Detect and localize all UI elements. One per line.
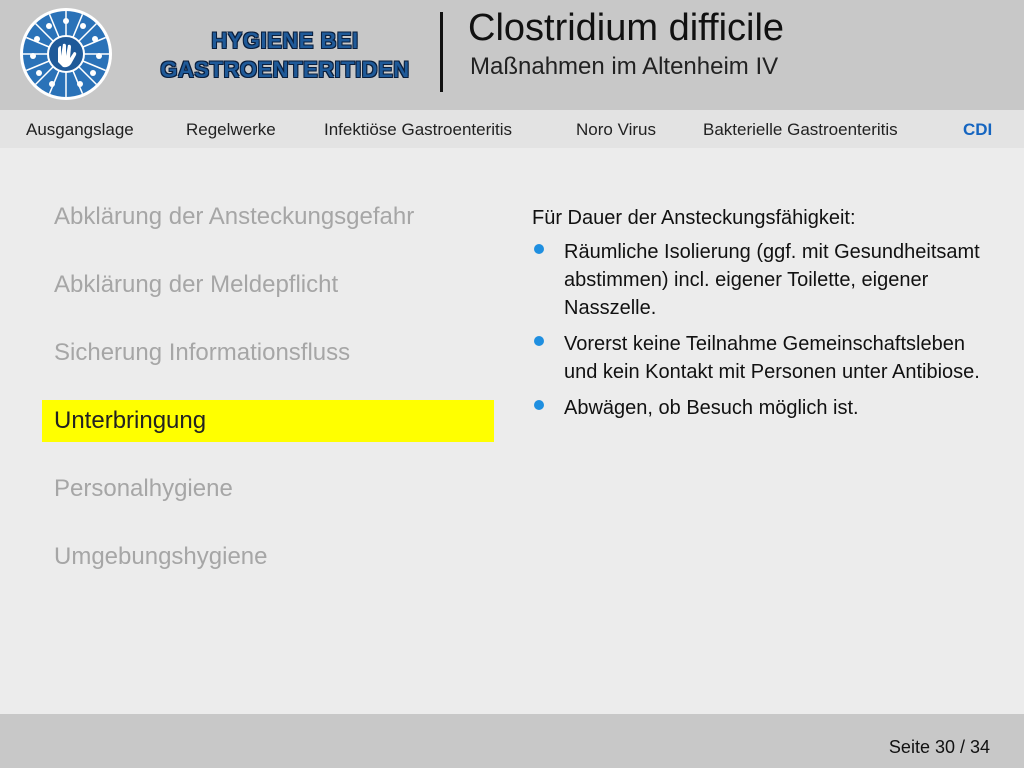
- slide-title: Clostridium difficile: [468, 7, 785, 49]
- bullet-item: [532, 330, 992, 386]
- bullet-item: [532, 238, 992, 322]
- logo-line-2: GASTROENTERITIDEN: [160, 57, 410, 82]
- slide-subtitle: Maßnahmen im Altenheim IV: [470, 53, 779, 80]
- agenda-item-ansteckungsgefahr[interactable]: Abklärung der Ansteckungsgefahr: [54, 203, 415, 230]
- bullet-text: Räumliche Isolierung (ggf. mit Gesundheitsamt abstimmen) incl. eigener Toilette, eigener Nasszelle.: [564, 241, 980, 319]
- agenda-item-meldepflicht[interactable]: Abklärung der Meldepflicht: [54, 271, 339, 298]
- logo-line-1: HYGIENE BEI: [211, 28, 359, 53]
- nav-item-regelwerke[interactable]: Regelwerke: [186, 120, 276, 139]
- agenda-item-umgebungshygiene[interactable]: Umgebungshygiene: [54, 543, 268, 570]
- bullet-item: [532, 394, 992, 422]
- bullet-text: Abwägen, ob Besuch möglich ist.: [564, 397, 859, 419]
- bullet-dot-icon: [534, 244, 544, 254]
- content-intro: Für Dauer der Ansteckungsfähigkeit:: [532, 207, 856, 229]
- section-nav: [0, 110, 1024, 148]
- agenda-item-personalhygiene[interactable]: Personalhygiene: [54, 475, 233, 502]
- logo-wordmark: [140, 26, 430, 84]
- bullet-list: [532, 238, 992, 422]
- content-panel: [532, 204, 992, 430]
- nav-item-ausgangslage[interactable]: Ausgangslage: [26, 120, 134, 139]
- footer-bar: [0, 714, 1024, 768]
- nav-item-bakterielle-gastroenteritis[interactable]: Bakterielle Gastroenteritis: [703, 120, 898, 139]
- bullet-dot-icon: [534, 400, 544, 410]
- nav-item-infektioese-gastroenteritis[interactable]: Infektiöse Gastroenteritis: [324, 120, 513, 139]
- hygiene-logo-icon: [18, 6, 114, 102]
- agenda-item-unterbringung[interactable]: Unterbringung: [42, 400, 494, 442]
- nav-item-cdi[interactable]: CDI: [963, 120, 993, 139]
- page-number: Seite 30 / 34: [888, 737, 990, 757]
- header-bar: [0, 0, 1024, 110]
- header-divider: [440, 12, 443, 92]
- nav-item-noro-virus[interactable]: Noro Virus: [576, 120, 656, 139]
- agenda-list: [42, 196, 494, 604]
- bullet-text: Vorerst keine Teilnahme Gemeinschaftsleben und kein Kontakt mit Personen unter Antibiose.: [564, 333, 980, 383]
- bullet-dot-icon: [534, 336, 544, 346]
- agenda-item-informationsfluss[interactable]: Sicherung Informationsfluss: [54, 339, 351, 366]
